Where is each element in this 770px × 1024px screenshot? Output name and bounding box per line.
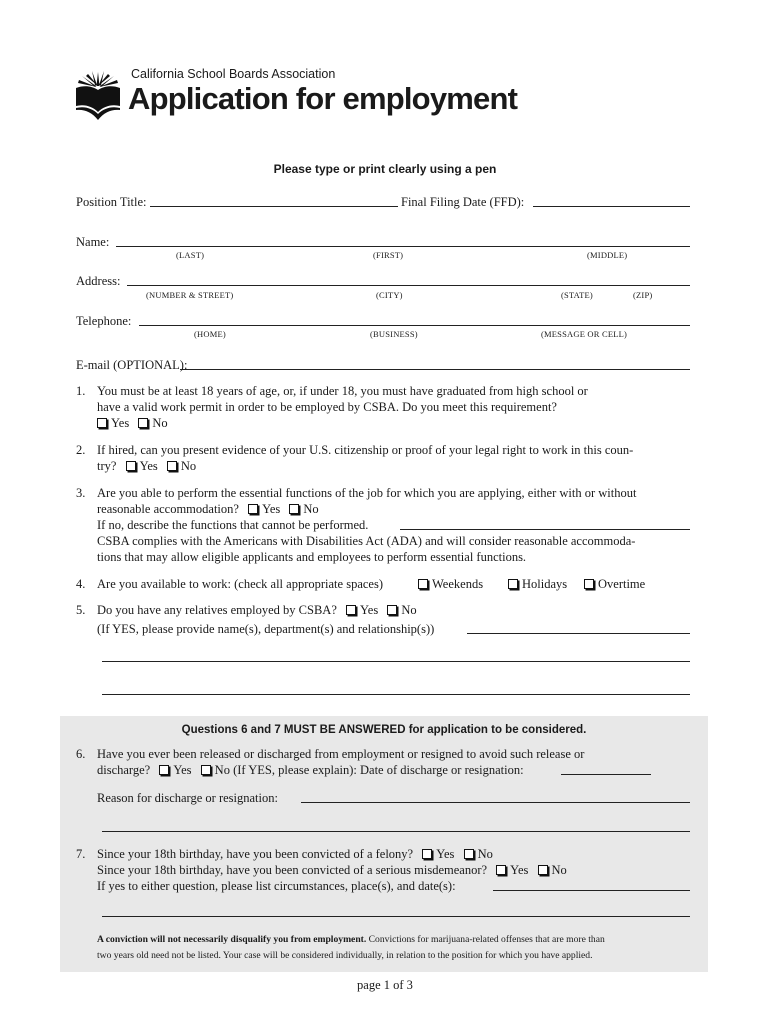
- q2-no-checkbox-icon[interactable]: [167, 461, 177, 471]
- q3-line3: If no, describe the functions that cannot be performed.: [97, 518, 369, 532]
- address-sub-state: (STATE): [561, 290, 593, 300]
- page-number: page 1 of 3: [357, 978, 413, 992]
- q3-line2: [97, 501, 319, 517]
- q5-no-checkbox-icon[interactable]: [387, 605, 397, 615]
- name-sub-middle: (MIDDLE): [587, 250, 628, 260]
- q2-yes-label: Yes: [139, 459, 158, 473]
- q7-line3: If yes to either question, please list circumstances, place(s), and date(s):: [97, 879, 456, 893]
- telephone-field[interactable]: [139, 325, 690, 326]
- q3-line5: tions that may allow eligible applicants and employees to perform essential functions.: [97, 550, 527, 564]
- address-field[interactable]: [127, 285, 690, 286]
- name-label: Name:: [76, 235, 110, 249]
- q7-misdemeanor-text: Since your 18th birthday, have you been convicted of a serious misdemeanor?: [97, 863, 488, 877]
- q6-no-checkbox-icon[interactable]: [201, 765, 211, 775]
- q4-overtime-label: Overtime: [598, 577, 646, 591]
- q5-yes-label: Yes: [360, 603, 379, 617]
- q2-number: 2.: [76, 443, 86, 457]
- position-title-field[interactable]: [150, 206, 398, 207]
- q6-no-label: No: [214, 763, 230, 777]
- q5-line2: (If YES, please provide name(s), department(s) and relationship(s)): [97, 622, 435, 636]
- q6-line1: Have you ever been released or discharged from employment or resigned to avoid such release or: [97, 747, 585, 761]
- q6-number: 6.: [76, 747, 86, 761]
- q4-holidays-checkbox-icon[interactable]: [508, 579, 518, 589]
- q2-no-label: No: [180, 459, 197, 473]
- q6-reason-field-2[interactable]: [102, 831, 690, 832]
- q1-line1: You must be at least 18 years of age, or, if under 18, you must have graduated from high school or: [97, 384, 588, 398]
- q4-holidays-label: Holidays: [522, 577, 568, 591]
- conviction-note-bold: A conviction will not necessarily disqualify you from employment.: [97, 934, 367, 945]
- q4-weekends-label: Weekends: [432, 577, 484, 591]
- telephone-sub-business: (BUSINESS): [370, 329, 418, 339]
- q7-felony-no-label: No: [477, 847, 493, 861]
- q1-line2: have a valid work permit in order to be employed by CSBA. Do you meet this requirement?: [97, 400, 557, 414]
- q6-line2-suffix: (If YES, please explain): Date of discharge or resignation:: [233, 763, 524, 777]
- address-label: Address:: [76, 274, 121, 288]
- instructions: Please type or print clearly using a pen: [273, 162, 497, 176]
- csba-logo: [74, 68, 122, 122]
- name-field[interactable]: [116, 246, 690, 247]
- q1-no-label: No: [152, 416, 168, 430]
- q4-text: Are you available to work: (check all appropriate spaces): [97, 577, 383, 591]
- name-sub-last: (LAST): [176, 250, 205, 260]
- q3-no-label: No: [303, 502, 319, 516]
- q5-no-label: No: [401, 603, 417, 617]
- q7-line2: [97, 862, 567, 878]
- q6-reason-label: Reason for discharge or resignation:: [97, 791, 278, 805]
- org-name: California School Boards Association: [131, 67, 336, 81]
- q1-yes-checkbox-icon[interactable]: [97, 418, 107, 428]
- q7-misdemeanor-yes-checkbox-icon[interactable]: [496, 865, 506, 875]
- q4-weekends: [412, 576, 483, 592]
- q4-weekends-checkbox-icon[interactable]: [418, 579, 428, 589]
- q3-line2-prefix: reasonable accommodation?: [97, 502, 239, 516]
- email-label: E-mail (OPTIONAL):: [76, 358, 188, 372]
- q4-number: 4.: [76, 577, 86, 591]
- q1-yes-label: Yes: [111, 416, 130, 430]
- q7-line1: [97, 846, 493, 862]
- conviction-note: [97, 932, 605, 948]
- q7-misdemeanor-yes-label: Yes: [510, 863, 529, 877]
- q2-line2-prefix: try?: [97, 459, 117, 473]
- conviction-note-rest: Convictions for marijuana-related offenses that are more than: [368, 934, 605, 945]
- q7-felony-text: Since your 18th birthday, have you been convicted of a felony?: [97, 847, 414, 861]
- email-field[interactable]: [180, 369, 690, 370]
- q6-date-field[interactable]: [561, 774, 651, 775]
- q7-felony-no-checkbox-icon[interactable]: [464, 849, 474, 859]
- telephone-sub-cell: (MESSAGE OR CELL): [541, 329, 628, 339]
- q7-circumstances-field[interactable]: [493, 890, 690, 891]
- q3-number: 3.: [76, 486, 86, 500]
- q6-yes-checkbox-icon[interactable]: [159, 765, 169, 775]
- q5-relatives-field-3[interactable]: [102, 694, 690, 695]
- q4-holidays: [502, 576, 567, 592]
- q1-no-checkbox-icon[interactable]: [138, 418, 148, 428]
- q2-yes-checkbox-icon[interactable]: [126, 461, 136, 471]
- q3-line1: Are you able to perform the essential functions of the job for which you are applying, either with or without: [97, 486, 637, 500]
- q3-line4: CSBA complies with the Americans with Disabilities Act (ADA) and will consider reasonable accommoda-: [97, 534, 636, 548]
- q3-yes-checkbox-icon[interactable]: [248, 504, 258, 514]
- q4-overtime-checkbox-icon[interactable]: [584, 579, 594, 589]
- q7-felony-yes-checkbox-icon[interactable]: [422, 849, 432, 859]
- q5-yes-checkbox-icon[interactable]: [346, 605, 356, 615]
- q2-line2: [97, 458, 196, 474]
- q6-yes-label: Yes: [173, 763, 192, 777]
- q6-line2-prefix: discharge?: [97, 763, 151, 777]
- address-sub-city: (CITY): [376, 290, 403, 300]
- address-sub-zip: (ZIP): [633, 290, 653, 300]
- telephone-label: Telephone:: [76, 314, 132, 328]
- required-heading: Questions 6 and 7 MUST BE ANSWERED for application to be considered.: [181, 724, 587, 736]
- q6-line2: [97, 762, 524, 778]
- q4-overtime: [578, 576, 645, 592]
- q7-number: 7.: [76, 847, 86, 861]
- final-filing-date-field[interactable]: [533, 206, 690, 207]
- q5-relatives-field-2[interactable]: [102, 661, 690, 662]
- position-title-label: Position Title:: [76, 195, 147, 209]
- q5-relatives-field[interactable]: [467, 633, 690, 634]
- q7-felony-yes-label: Yes: [436, 847, 455, 861]
- q6-reason-field[interactable]: [301, 802, 690, 803]
- address-sub-street: (NUMBER & STREET): [146, 290, 234, 300]
- page-title: Application for employment: [128, 81, 518, 116]
- q1-number: 1.: [76, 384, 86, 398]
- final-filing-date-label: Final Filing Date (FFD):: [401, 195, 525, 209]
- name-sub-first: (FIRST): [373, 250, 404, 260]
- q2-line1: If hired, can you present evidence of your U.S. citizenship or proof of your legal right to work in this coun-: [97, 443, 634, 457]
- q1-answers: [91, 415, 168, 431]
- q7-misdemeanor-no-label: No: [551, 863, 567, 877]
- q3-yes-label: Yes: [262, 502, 281, 516]
- q5-text: Do you have any relatives employed by CSBA?: [97, 603, 337, 617]
- conviction-note-line2: two years old need not be listed. Your case will be considered individually, in relation to the position for which you have applied.: [97, 950, 593, 961]
- q7-circumstances-field-2[interactable]: [102, 916, 690, 917]
- q3-functions-field[interactable]: [400, 529, 690, 530]
- q5-number: 5.: [76, 603, 86, 617]
- q3-no-checkbox-icon[interactable]: [289, 504, 299, 514]
- q5-line1: [97, 602, 417, 618]
- q7-misdemeanor-no-checkbox-icon[interactable]: [538, 865, 548, 875]
- telephone-sub-home: (HOME): [194, 329, 226, 339]
